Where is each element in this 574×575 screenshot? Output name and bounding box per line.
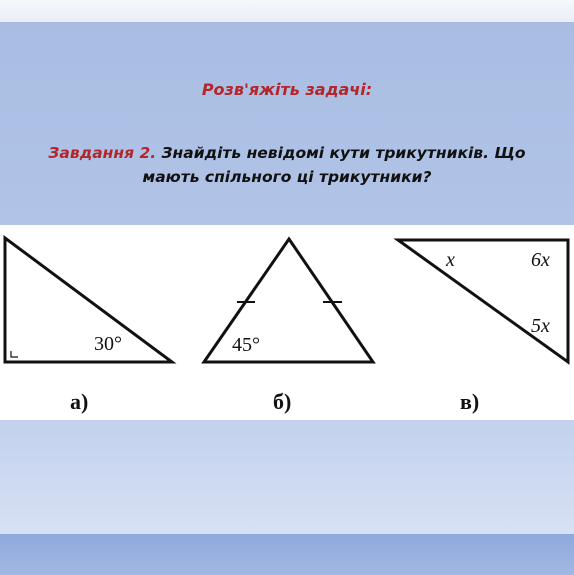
slide-heading: Розв'яжіть задачі: <box>201 80 373 99</box>
triangle-a <box>5 238 172 414</box>
angle-label-45: 45° <box>232 334 260 356</box>
angle-label-x: x <box>446 249 455 271</box>
angle-label-6x: 6x <box>531 249 550 271</box>
right-angle-mark <box>11 351 18 357</box>
figures-panel <box>0 225 574 420</box>
angle-label-5x: 5x <box>531 315 550 337</box>
angle-label-30: 30° <box>94 333 122 355</box>
task-text-line2: мають спільного ці трикутники? <box>142 168 432 186</box>
triangle-b <box>204 239 373 414</box>
bottom-strip <box>0 534 574 575</box>
triangle-a-shape <box>5 238 172 362</box>
triangles-figure <box>0 225 574 420</box>
caption-c: в) <box>460 389 480 414</box>
task-statement <box>4 141 570 189</box>
task-text-line1: Знайдіть невідомі кути трикутників. Що <box>161 144 526 162</box>
triangle-c <box>398 240 568 414</box>
top-strip <box>0 0 574 22</box>
caption-b: б) <box>273 389 292 414</box>
caption-a: а) <box>70 389 89 414</box>
triangle-b-shape <box>204 239 373 362</box>
task-number: Завдання 2. <box>48 144 157 162</box>
